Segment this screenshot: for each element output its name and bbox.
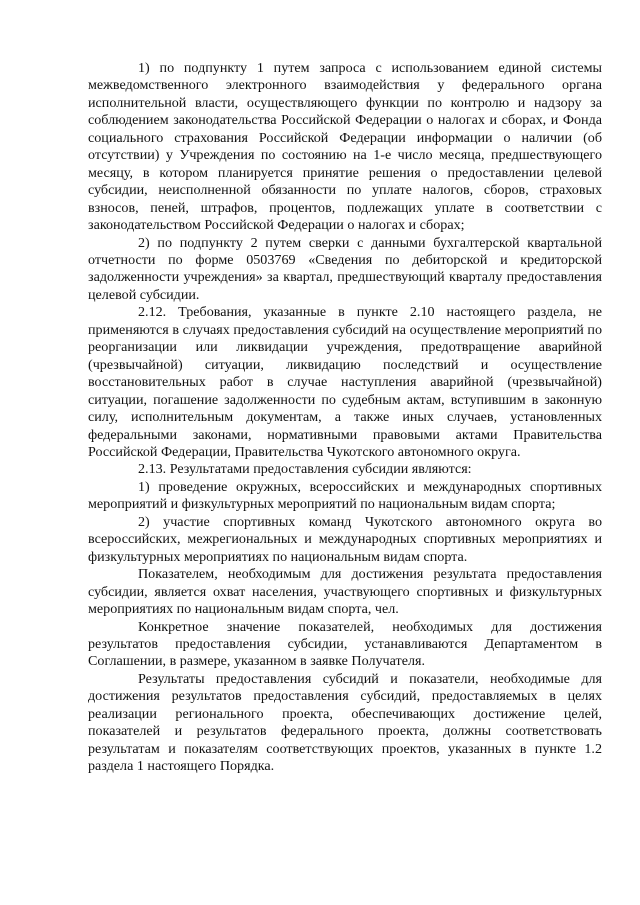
paragraph-2-12: 2.12. Требования, указанные в пункте 2.10 настоящего раздела, не применяются в случаях предоставления субсидий на осуществление мероприятий по реорганизации или ликвидации учреждения, предотвращение аварийной (чрезвычайной) ситуации, ликвидацию последствий и осуществление восстановительных работ в случае наступления аварийной (чрезвычайной) ситуации, погашение задолженности по судебным актам, вступившим в законную силу, исполнительным документам, а также иных случаев, установленных федеральными законами, нормативными правовыми актами Правительства Российской Федерации, Правительства Чукотского автономного округа.	[88, 304, 602, 460]
paragraph-indicator-value: Конкретное значение показателей, необходимых для достижения результатов предоставления субсидии, устанавливаются Департаментом в Соглашении, в размере, указанном в заявке Получателя.	[88, 618, 602, 670]
paragraph-indicator: Показателем, необходимым для достижения результата предоставления субсидии, является охват населения, участвующего спортивных и физкультурных мероприятиях по национальным видам спорта, чел.	[88, 566, 602, 618]
paragraph-2-13-result-1: 1) проведение окружных, всероссийских и международных спортивных мероприятий и физкультурных мероприятий по национальным видам спорта;	[88, 478, 602, 513]
paragraph-1-subitem-1: 1) по подпункту 1 путем запроса с использованием единой системы межведомственного электронного взаимодействия у федерального органа исполнительной власти, осуществляющего функции по контролю и надзору за соблюдением законодательства Российской Федерации о налогах и сборах, и Фонда социального страхования Российской Федерации информации о наличии (об отсутствии) у Учреждения по состоянию на 1-е число месяца, предшествующего месяцу, в котором планируется принятие решения о предоставлении целевой субсидии, неисполненной обязанности по уплате налогов, сборов, страховых взносов, пеней, штрафов, процентов, подлежащих уплате в соответствии с законодательством Российской Федерации о налогах и сборах;	[88, 60, 602, 234]
document-body	[88, 60, 602, 776]
paragraph-2-13-heading: 2.13. Результатами предоставления субсидии являются:	[138, 461, 472, 478]
paragraph-regional-project: Результаты предоставления субсидий и показатели, необходимые для достижения результатов предоставления субсидий, предоставляемых в целях реализации регионального проекта, обеспечивающих достижение целей, показателей и результатов федерального проекта, должны соответствовать результатам и показателям соответствующих проектов, указанных в пункте 1.2 раздела 1 настоящего Порядка.	[88, 670, 602, 775]
paragraph-1-subitem-2: 2) по подпункту 2 путем сверки с данными бухгалтерской квартальной отчетности по форме 0503769 «Сведения по дебиторской и кредиторской задолженности учреждения» за квартал, предшествующий кварталу предоставления целевой субсидии.	[88, 234, 602, 303]
paragraph-2-13-result-2: 2) участие спортивных команд Чукотского автономного округа во всероссийских, межрегиональных и международных спортивных мероприятиях и физкультурных мероприятиях по национальным видам спорта.	[88, 513, 602, 565]
